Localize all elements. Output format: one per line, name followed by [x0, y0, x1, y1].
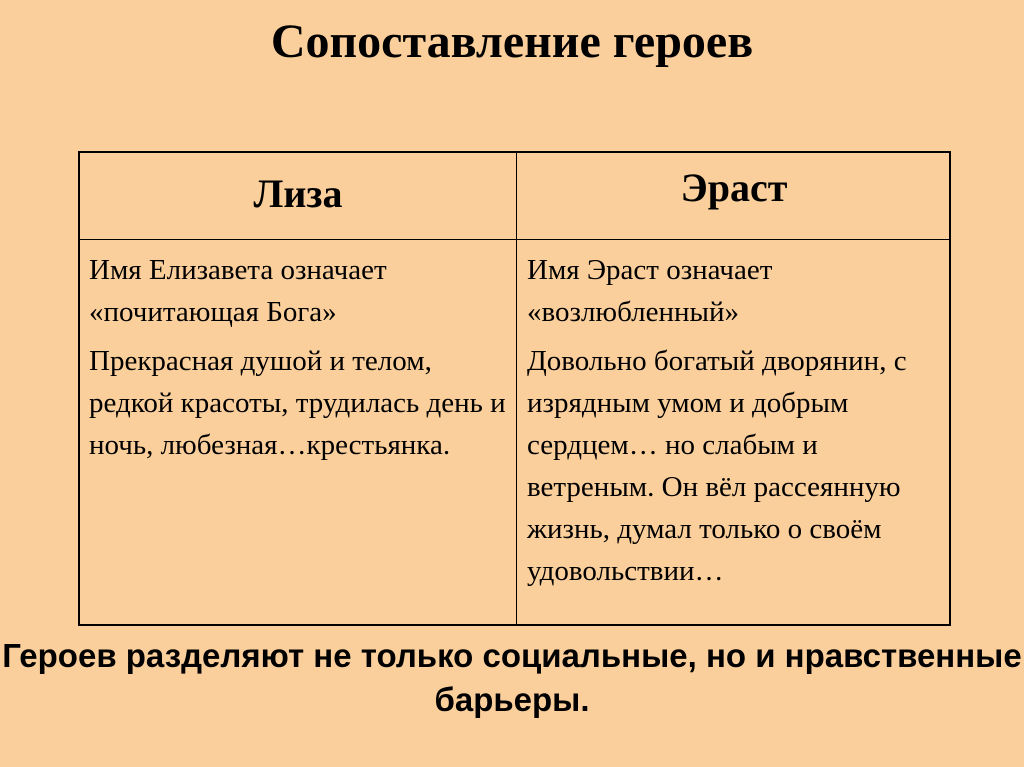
comparison-table	[78, 151, 951, 626]
header-liza: Лиза	[253, 171, 343, 216]
header-erast: Эраст	[680, 165, 788, 210]
cell-liza	[89, 240, 513, 466]
cell-erast	[527, 240, 947, 592]
erast-description: Довольно богатый дворянин, с изрядным умом и добрым сердцем… но слабым и ветреным. Он вёл рассеянную жизнь, думал только о своём удовольствии…	[527, 345, 907, 587]
liza-name-meaning: Имя Елизавета означает «почитающая Бога»	[89, 254, 387, 328]
conclusion-text: Героев разделяют не только социальные, но и нравственные барьеры.	[2, 637, 1022, 718]
erast-name-meaning: Имя Эраст означает «возлюбленный»	[527, 254, 773, 328]
slide-title: Сопоставление героев	[270, 15, 754, 68]
liza-description: Прекрасная душой и телом, редкой красоты, трудилась день и ночь, любезная…крестьянка.	[89, 345, 506, 461]
